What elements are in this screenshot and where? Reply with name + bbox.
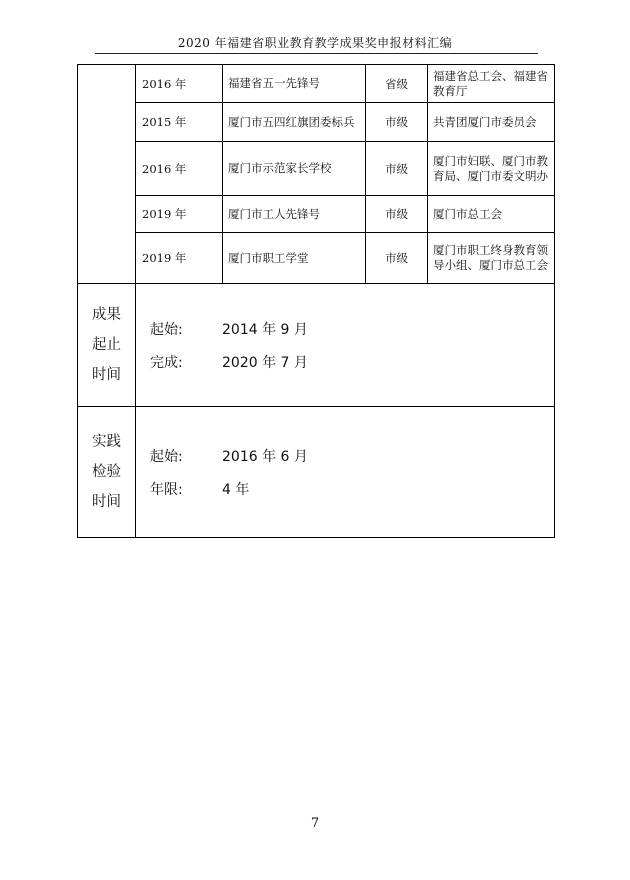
- achievement-period-content: [136, 284, 555, 407]
- honor-year: 2016 年: [136, 142, 223, 196]
- duration-value: 4 年: [222, 481, 250, 498]
- start-label: 起始:: [150, 321, 183, 338]
- start-line: [150, 439, 554, 472]
- honor-year: 2019 年: [136, 196, 223, 233]
- page-header-title: 2020 年福建省职业教育教学成果奖申报材料汇编: [177, 36, 453, 50]
- honor-issuer: 共青团厦门市委员会: [428, 103, 555, 142]
- honor-year: 2016 年: [136, 65, 223, 103]
- honor-level: 省级: [366, 65, 428, 103]
- practice-period-label: [78, 407, 136, 538]
- page-number: 7: [310, 816, 320, 831]
- header-rule: [95, 53, 538, 54]
- label-line: 起止: [92, 337, 121, 353]
- start-line: [150, 312, 554, 345]
- honor-level: 市级: [366, 103, 428, 142]
- honor-year: 2015 年: [136, 103, 223, 142]
- table-row: [78, 196, 555, 233]
- practice-period-row: [78, 407, 555, 538]
- honor-level: 市级: [366, 142, 428, 196]
- honor-year: 2019 年: [136, 233, 223, 284]
- achievement-period-row: [78, 284, 555, 407]
- end-line: [150, 345, 554, 378]
- achievement-table: [77, 64, 555, 538]
- start-value: 2014 年 9 月: [222, 321, 308, 338]
- label-line: 实践: [92, 434, 121, 450]
- honor-issuer: 厦门市总工会: [428, 196, 555, 233]
- honor-title: 福建省五一先锋号: [223, 65, 366, 103]
- honor-title: 厦门市示范家长学校: [223, 142, 366, 196]
- honor-issuer: 福建省总工会、福建省教育厅: [428, 65, 555, 103]
- duration-label: 年限:: [150, 481, 183, 498]
- duration-line: [150, 472, 554, 505]
- table-row: [78, 103, 555, 142]
- end-label: 完成:: [150, 354, 183, 371]
- empty-label-cell: [78, 65, 136, 284]
- honor-issuer: 厦门市职工终身教育领导小组、厦门市总工会: [428, 233, 555, 284]
- start-label: 起始:: [150, 448, 183, 465]
- label-line: 成果: [92, 307, 121, 323]
- honor-level: 市级: [366, 196, 428, 233]
- label-line: 时间: [92, 367, 121, 383]
- start-value: 2016 年 6 月: [222, 448, 308, 465]
- practice-period-content: [136, 407, 555, 538]
- achievement-period-label: [78, 284, 136, 407]
- honor-title: 厦门市五四红旗团委标兵: [223, 103, 366, 142]
- label-line: 检验: [92, 464, 121, 480]
- table-row: [78, 142, 555, 196]
- table-row: [78, 65, 555, 103]
- honor-issuer: 厦门市妇联、厦门市教育局、厦门市委文明办: [428, 142, 555, 196]
- honor-level: 市级: [366, 233, 428, 284]
- end-value: 2020 年 7 月: [222, 354, 308, 371]
- honor-title: 厦门市职工学堂: [223, 233, 366, 284]
- honor-title: 厦门市工人先锋号: [223, 196, 366, 233]
- label-line: 时间: [92, 494, 121, 510]
- table-row: [78, 233, 555, 284]
